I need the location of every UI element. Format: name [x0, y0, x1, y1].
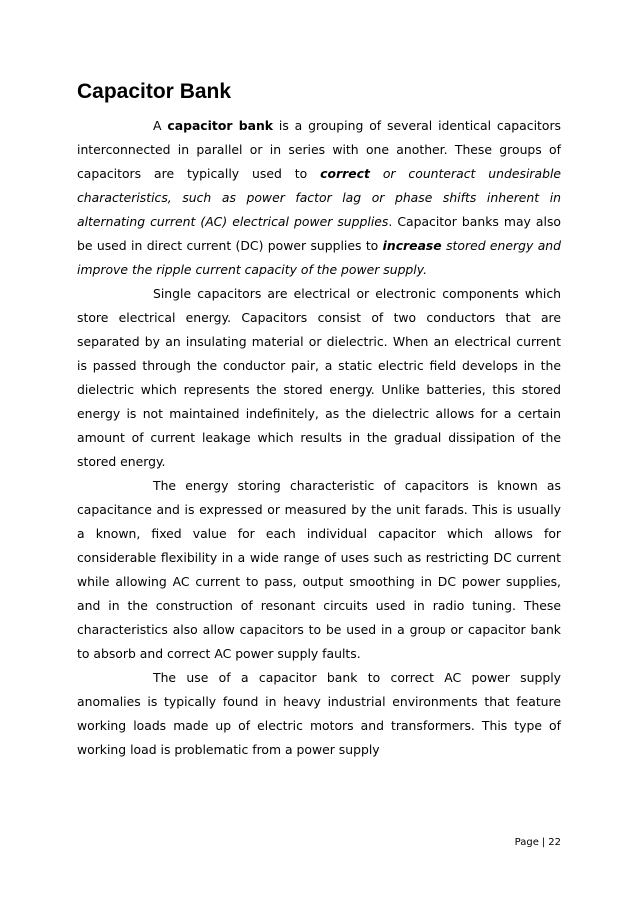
p1-text-c: is a grouping of several identical capacitors interconnected in parallel or in series with one another. These groups of capacitors are typically used to	[77, 118, 562, 181]
p1-italic-text: or counteract undesirable characteristics, such as power factor lag or phase shifts inherent in alternating current (AC) electrical power supplies	[77, 166, 562, 229]
page-footer	[515, 836, 561, 850]
p1-bold-italic-correct: correct	[320, 166, 370, 181]
p1-text-a: A	[153, 118, 168, 133]
paragraph-4: The use of a capacitor bank to correct AC power supply anomalies is typically found in heavy industrial environments that feature working loads made up of electric motors and transformers. This type of working load is problematic from a power supply	[77, 670, 561, 757]
p1-bold-italic-increase: increase	[382, 238, 442, 253]
paragraph-3: The energy storing characteristic of capacitors is known as capacitance and is expressed or measured by the unit farads. This is usually a known, fixed value for each individual capacitor which allows for considerable flexibility in a wide range of uses such as restricting DC current while allowing AC current to pass, output smoothing in DC power supplies, and in the construction of resonant circuits used in radio tuning. These characteristics also allow capacitors to be used in a group or capacitor bank to absorb and correct AC power supply faults.	[77, 478, 561, 661]
body-text	[77, 114, 561, 762]
paragraph-2: Single capacitors are electrical or electronic components which store electrical energy. Capacitors consist of two conductors that are separated by an insulating material or dielectric. When an electrical current is passed through the conductor pair, a static electric field develops in the dielectric which represents the stored energy. Unlike batteries, this stored energy is not maintained indefinitely, as the dielectric allows for a certain amount of current leakage which results in the gradual dissipation of the stored energy.	[77, 286, 561, 469]
p1-text-f: . Capacitor banks may also be used in direct current (DC) power supplies to	[77, 214, 561, 253]
footer-separator: |	[541, 837, 546, 848]
footer-page-label: Page	[514, 837, 539, 848]
page-title: Capacitor Bank	[77, 80, 232, 103]
p1-bold-term: capacitor bank	[167, 118, 274, 133]
footer-page-number: 22	[548, 837, 561, 848]
p1-italic-text-end: stored energy and improve the ripple current capacity of the power supply.	[77, 238, 562, 277]
paragraph-1	[77, 114, 561, 282]
